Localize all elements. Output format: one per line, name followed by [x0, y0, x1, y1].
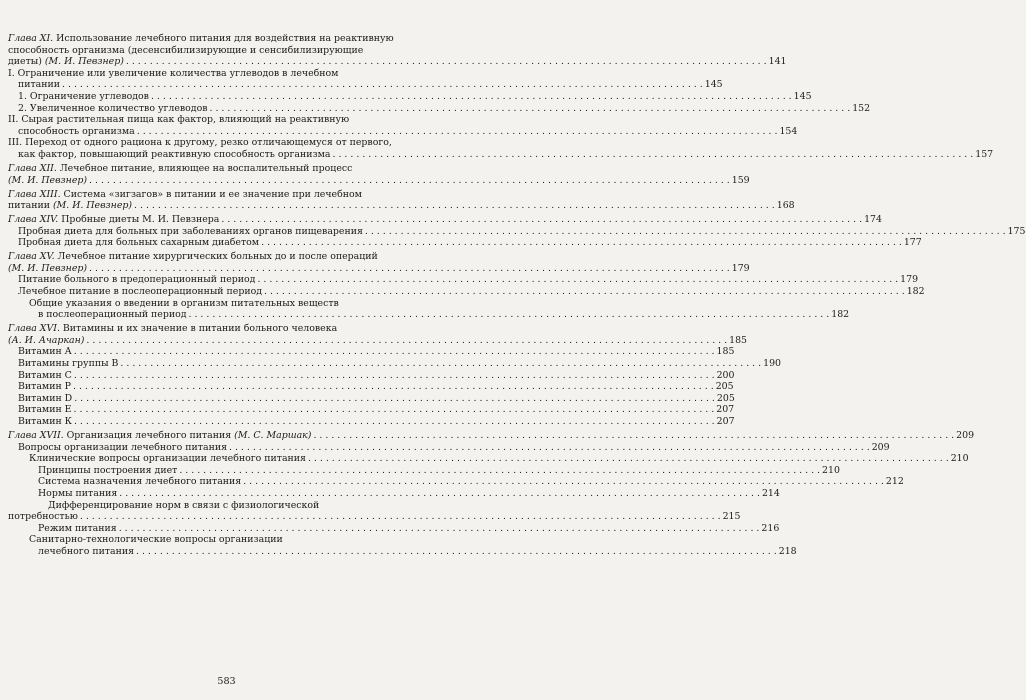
toc-item	[8, 522, 780, 535]
toc-item	[8, 487, 780, 500]
toc-line	[8, 114, 424, 126]
toc-entry-page: 205	[716, 392, 735, 404]
toc-item	[8, 346, 735, 358]
toc-line	[8, 251, 424, 263]
toc-entry-page: 210	[950, 453, 969, 465]
toc-entry-text: Лечебное питание, влияющее на воспалительный процесс	[56, 162, 353, 174]
toc-item	[8, 392, 735, 405]
toc-entry-text: Питание больного в предоперационный период	[18, 274, 256, 286]
toc-entry-title	[18, 79, 60, 91]
toc-entry-text: Санитарно-технологические вопросы организации	[29, 534, 283, 546]
toc-entry-text: Использование лечебного питания для воздействия на реактивную	[56, 33, 394, 44]
toc-entry-title	[18, 358, 118, 370]
dot-leader	[333, 149, 974, 161]
toc-item	[8, 114, 798, 137]
toc-entry-text: Клинические вопросы организации лечебного питания	[29, 453, 306, 465]
toc-entry-page: 185	[716, 346, 735, 358]
toc-entry-title	[38, 488, 117, 500]
toc-entry-page: 168	[776, 200, 795, 212]
toc-entry-title	[18, 126, 135, 138]
toc-entry-title	[8, 263, 87, 275]
toc-item	[8, 225, 1026, 238]
toc-entry-title	[18, 226, 363, 238]
toc-line	[8, 163, 424, 175]
toc-entry-text: III. Переход от одного рациона к другому, резко отличающемуся от первого,	[8, 137, 392, 149]
toc-entry-text: питании	[8, 200, 53, 212]
dot-leader	[365, 226, 1006, 238]
dot-leader	[137, 126, 778, 138]
toc-item	[8, 499, 741, 523]
toc-entry-page: 209	[956, 429, 975, 441]
toc-entry-text: в послеоперационный период	[38, 309, 187, 321]
toc-entry-title	[8, 430, 311, 442]
toc-entry-text: Общие указания о введении в организм питательных веществ	[29, 297, 339, 309]
toc-item	[8, 137, 994, 160]
toc-line	[8, 68, 424, 80]
toc-entry-text: Витамины и их значение в питании больного человека	[59, 323, 338, 335]
toc-entry-text: Принципы построения диет	[38, 464, 178, 476]
toc-entry-text: Лечебное питание в послеоперационный период	[18, 286, 262, 298]
toc-entry-title	[18, 416, 72, 428]
toc-entry-text: лечебного питания	[38, 545, 135, 557]
dot-leader	[89, 263, 730, 275]
toc-chapter	[8, 429, 975, 442]
chapter-author: (М. И. Певзнер)	[8, 262, 88, 274]
dot-leader	[261, 237, 902, 249]
dot-leader	[74, 346, 715, 358]
toc-entry-text: Система назначения лечебного питания	[38, 476, 242, 488]
toc	[8, 33, 1026, 557]
toc-entry-text: Витамин Р	[18, 381, 71, 393]
toc-entry-page: 214	[761, 487, 780, 499]
toc-entry-page: 205	[715, 381, 734, 393]
toc-entry-title	[18, 442, 227, 454]
toc-chapter	[8, 162, 750, 186]
toc-entry-page: 207	[716, 404, 735, 416]
toc-entry-text: Витамин К	[18, 415, 72, 427]
toc-item	[8, 404, 735, 416]
toc-entry-page: 174	[864, 214, 882, 226]
dot-leader	[257, 274, 898, 286]
toc-line	[8, 323, 424, 335]
chapter-author: (М. И. Певзнер)	[53, 200, 133, 212]
toc-item	[8, 464, 840, 477]
dot-leader	[86, 335, 727, 347]
toc-entry-text: Пробные диеты М. И. Певзнера	[58, 214, 220, 226]
toc-entry-page: 157	[975, 148, 994, 160]
dot-leader	[119, 523, 760, 535]
toc-entry-text: Пробная диета для больных при заболеваниях органов пищеварения	[18, 225, 363, 237]
toc-entry-title	[8, 200, 132, 212]
toc-entry-page: 175	[1007, 225, 1026, 237]
toc-entry-text: 2. Увеличенное количество углеводов	[18, 102, 208, 114]
dot-leader	[210, 103, 851, 115]
chapter-number: Глава XIII.	[8, 188, 61, 200]
toc-entry-title	[38, 465, 177, 477]
toc-entry-title	[8, 56, 124, 68]
dot-leader	[189, 309, 830, 321]
toc-entry-title	[8, 335, 84, 347]
dot-leader	[80, 511, 721, 523]
dot-leader	[264, 286, 905, 298]
dot-leader	[89, 175, 730, 187]
toc-item	[8, 476, 904, 488]
toc-line	[8, 189, 424, 201]
toc-entry-page: 179	[731, 262, 750, 274]
toc-item	[8, 441, 890, 454]
toc-entry-title	[18, 346, 72, 358]
chapter-number: Глава XVI.	[8, 323, 60, 335]
dot-leader	[74, 393, 715, 405]
dot-leader	[136, 546, 777, 558]
toc-entry-title	[18, 370, 72, 382]
toc-entry-text: Витамин А	[18, 346, 72, 358]
toc-entry-title	[38, 523, 117, 535]
toc-item	[8, 534, 797, 557]
toc-entry-text: Вопросы организации лечебного питания	[18, 441, 227, 453]
toc-entry-text: Режим питания	[38, 522, 117, 534]
chapter-author: (М. И. Певзнер)	[8, 174, 88, 186]
toc-entry-text: способность организма (десенсибилизирующие и сенсибилизирующие	[8, 44, 364, 56]
toc-entry-text: Лечебное питание хирургических больных до и после операций	[54, 251, 378, 263]
toc-entry-title	[8, 511, 78, 523]
toc-entry-page: 159	[731, 174, 750, 186]
toc-item	[8, 415, 735, 428]
chapter-number: Глава XII.	[8, 162, 57, 174]
toc-entry-page: 152	[852, 102, 871, 114]
toc-entry-title	[18, 149, 331, 161]
toc-entry-title	[38, 309, 187, 321]
toc-entry-title	[18, 393, 72, 405]
toc-entry-text: II. Сырая растительная пища как фактор, влияющий на реактивную	[8, 114, 350, 126]
toc-entry-text: 1. Ограничение углеводов	[18, 90, 149, 102]
toc-entry-page: 182	[906, 286, 925, 298]
chapter-author: (М. И. Певзнер)	[44, 56, 124, 68]
toc-entry-page: 207	[716, 415, 735, 427]
toc-entry-title	[18, 404, 72, 416]
dot-leader	[120, 358, 761, 370]
toc-line	[8, 534, 424, 546]
toc-entry-page: 145	[793, 90, 812, 102]
dot-leader	[313, 430, 954, 442]
toc-entry-title	[18, 103, 208, 115]
chapter-number: Глава XVII.	[8, 429, 64, 441]
toc-entry-page: 210	[822, 464, 840, 476]
toc-item	[8, 381, 734, 393]
toc-entry-page: 218	[778, 545, 797, 557]
toc-entry-title	[29, 453, 306, 465]
toc-entry-text: Дифференцирование норм в связи с физиологической	[48, 499, 320, 511]
toc-line	[8, 45, 424, 57]
toc-item	[8, 237, 922, 249]
toc-entry-text: Витамины группы В	[18, 357, 119, 369]
toc-entry-text: Нормы питания	[38, 487, 118, 499]
chapter-author: (М. С. Маршак)	[234, 429, 312, 441]
toc-entry-title	[8, 214, 219, 226]
page-number: 583	[217, 676, 236, 687]
toc-entry-text: потребностью	[8, 511, 78, 523]
toc-chapter	[8, 214, 882, 226]
dot-leader	[221, 214, 862, 226]
toc-item	[8, 453, 969, 465]
toc-entry-page: 154	[779, 125, 798, 137]
toc-chapter	[8, 323, 748, 346]
toc-entry-text: Витамин D	[18, 392, 73, 404]
dot-leader	[119, 488, 760, 500]
dot-leader	[151, 91, 792, 103]
dot-leader	[243, 476, 884, 488]
toc-entry-text: диеты)	[8, 56, 45, 68]
toc-entry-title	[18, 274, 255, 286]
toc-entry-page: 190	[763, 357, 782, 369]
toc-line	[8, 298, 424, 310]
dot-leader	[74, 404, 715, 416]
toc-entry-page: 212	[885, 476, 904, 488]
dot-leader	[179, 465, 820, 477]
chapter-number: Глава XI.	[8, 33, 54, 44]
dot-leader	[308, 453, 949, 465]
toc-chapter	[8, 33, 787, 68]
toc-line	[8, 500, 424, 512]
toc-item	[8, 357, 782, 370]
toc-entry-page: 209	[871, 441, 890, 453]
toc-item	[8, 297, 850, 321]
toc-entry-page: 141	[768, 56, 787, 68]
toc-line	[8, 33, 424, 45]
toc-entry-text: как фактор, повышающий реактивную способность организма	[18, 148, 331, 160]
toc-entry-title	[38, 546, 134, 558]
toc-entry-text: питании	[18, 79, 61, 91]
toc-entry-text: Система «зигзагов» в питании и ее значение при лечебном	[60, 188, 362, 200]
toc-entry-page: 177	[903, 237, 922, 249]
toc-entry-text: Пробная диета для больных сахарным диабетом	[18, 237, 260, 249]
toc-entry-page: 200	[716, 369, 735, 381]
chapter-number: Глава XIV.	[8, 214, 59, 226]
toc-item	[8, 369, 735, 382]
toc-entry-title	[8, 175, 87, 187]
toc-entry-text: Витамин Е	[18, 404, 72, 416]
toc-chapter	[8, 188, 795, 212]
toc-entry-title	[18, 381, 71, 393]
dot-leader	[62, 79, 703, 91]
toc-entry-text: Витамин С	[18, 369, 72, 381]
dot-leader	[126, 56, 767, 68]
toc-entry-page: 179	[900, 274, 919, 286]
toc-item	[8, 102, 871, 115]
dot-leader	[74, 370, 715, 382]
toc-entry-title	[38, 476, 241, 488]
dot-leader	[229, 442, 870, 454]
toc-entry-page: 182	[831, 309, 850, 321]
toc-item	[8, 274, 919, 286]
toc-item	[8, 90, 812, 103]
toc-entry-text: способность организма	[18, 125, 135, 137]
chapter-author: (А. И. Ачаркан)	[8, 334, 85, 346]
toc-entry-title	[18, 286, 262, 298]
toc-item	[8, 286, 925, 298]
toc-entry-page: 216	[761, 522, 780, 534]
toc-item	[8, 67, 723, 91]
toc-entry-text: I. Ограничение или увеличение количества углеводов в лечебном	[8, 67, 339, 79]
toc-entry-page: 185	[729, 334, 748, 346]
toc-entry-title	[18, 91, 149, 103]
dot-leader	[74, 416, 715, 428]
dot-leader	[134, 200, 775, 212]
toc-entry-title	[18, 237, 259, 249]
toc-entry-page: 215	[722, 511, 741, 523]
toc-entry-page: 145	[704, 79, 723, 91]
toc-line	[8, 137, 424, 149]
toc-chapter	[8, 251, 750, 274]
chapter-number: Глава XV.	[8, 251, 55, 263]
dot-leader	[73, 381, 714, 393]
toc-entry-text: Организация лечебного питания	[63, 429, 235, 441]
